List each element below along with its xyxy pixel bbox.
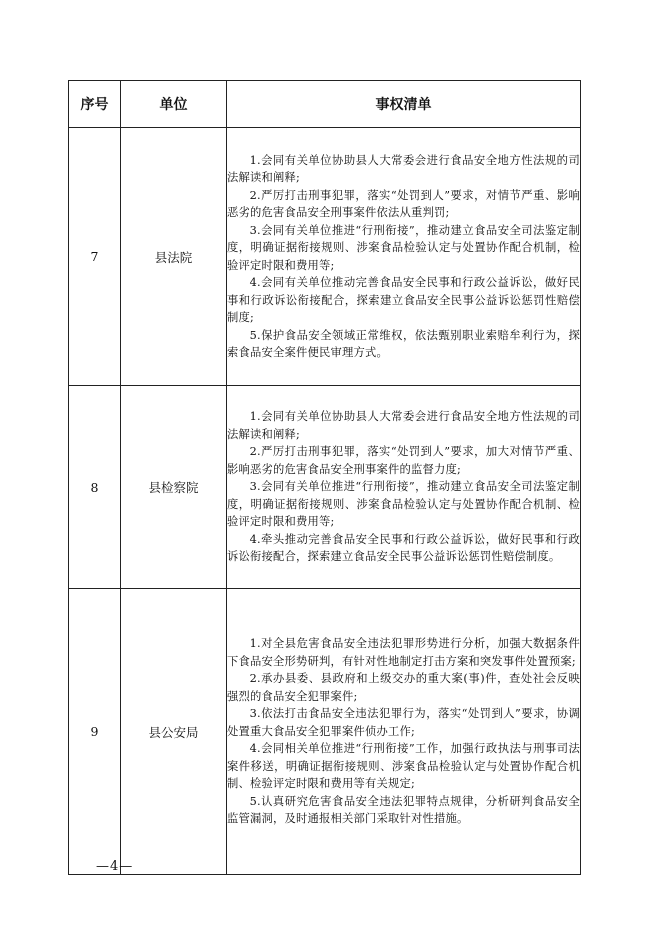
power-item: 5.认真研究危害食品安全违法犯罪特点规律，分析研判食品安全监管漏洞，及时通报相关部门采取针对性措施。 xyxy=(227,794,580,826)
row-unit: 县法院 xyxy=(121,128,227,386)
page-number: —4— xyxy=(96,859,134,874)
power-item: 4.会同相关单位推进“行刑衔接”工作，加强行政执法与刑事司法案件移送，明确证据衔接规则、涉案食品检验认定与处置协作配合机制、检验评定时限和费用等有关规定; xyxy=(227,742,580,791)
row-powers xyxy=(227,589,581,875)
responsibility-table xyxy=(68,80,581,875)
power-item: 3.会同有关单位推进“行刑衔接”，推动建立食品安全司法鉴定制度，明确证据衔接规则、涉案食品检验认定与处置协作配合机制、检验评定时限和费用等; xyxy=(227,480,580,529)
row-index: 8 xyxy=(69,386,121,589)
power-item: 4.牵头推动完善食品安全民事和行政公益诉讼，做好民事和行政诉讼衔接配合，探索建立食品安全民事公益诉讼惩罚性赔偿制度。 xyxy=(227,532,580,564)
row-index: 7 xyxy=(69,128,121,386)
header-powers: 事权清单 xyxy=(227,81,581,128)
table-row xyxy=(69,128,581,386)
row-unit: 县公安局 xyxy=(121,589,227,875)
row-unit: 县检察院 xyxy=(121,386,227,589)
power-item: 1.会同有关单位协助县人大常委会进行食品安全地方性法规的司法解读和阐释; xyxy=(227,410,580,441)
row-powers xyxy=(227,386,581,589)
header-index: 序号 xyxy=(69,81,121,128)
power-item: 1.对全县危害食品安全违法犯罪形势进行分析，加强大数据条件下食品安全形势研判，有针对性地制定打击方案和突发事件处置预案; xyxy=(227,637,580,668)
table-row xyxy=(69,589,581,875)
power-item: 2.严厉打击刑事犯罪，落实“处罚到人”要求，对情节严重、影响恶劣的危害食品安全刑事案件依法从重判罚; xyxy=(227,188,580,219)
header-unit: 单位 xyxy=(121,81,227,128)
power-item: 2.严厉打击刑事犯罪，落实“处罚到人”要求，加大对情节严重、影响恶劣的危害食品安全刑事案件的监督力度; xyxy=(227,445,580,476)
table-header-row xyxy=(69,81,581,128)
table-row xyxy=(69,386,581,589)
row-powers xyxy=(227,128,581,386)
power-item: 2.承办县委、县政府和上级交办的重大案(事)件，查处社会反映强烈的食品安全犯罪案件; xyxy=(227,672,580,703)
row-index: 9 xyxy=(69,589,121,875)
power-item: 4.会同有关单位推动完善食品安全民事和行政公益诉讼，做好民事和行政诉讼衔接配合，探索建立食品安全民事公益诉讼惩罚性赔偿制度; xyxy=(227,276,580,324)
power-item: 3.依法打击食品安全违法犯罪行为，落实“处罚到人”要求，协调处置重大食品安全犯罪案件侦办工作; xyxy=(227,707,580,738)
power-item: 5.保护食品安全领域正常维权，依法甄别职业索赔牟利行为，探索食品安全案件便民审理方式。 xyxy=(227,328,580,359)
power-item: 3.会同有关单位推进“行刑衔接”，推动建立食品安全司法鉴定制度，明确证据衔接规则、涉案食品检验认定与处置协作配合机制，检验评定时限和费用等; xyxy=(227,223,580,272)
power-item: 1.会同有关单位协助县人大常委会进行食品安全地方性法规的司法解读和阐释; xyxy=(227,153,580,184)
